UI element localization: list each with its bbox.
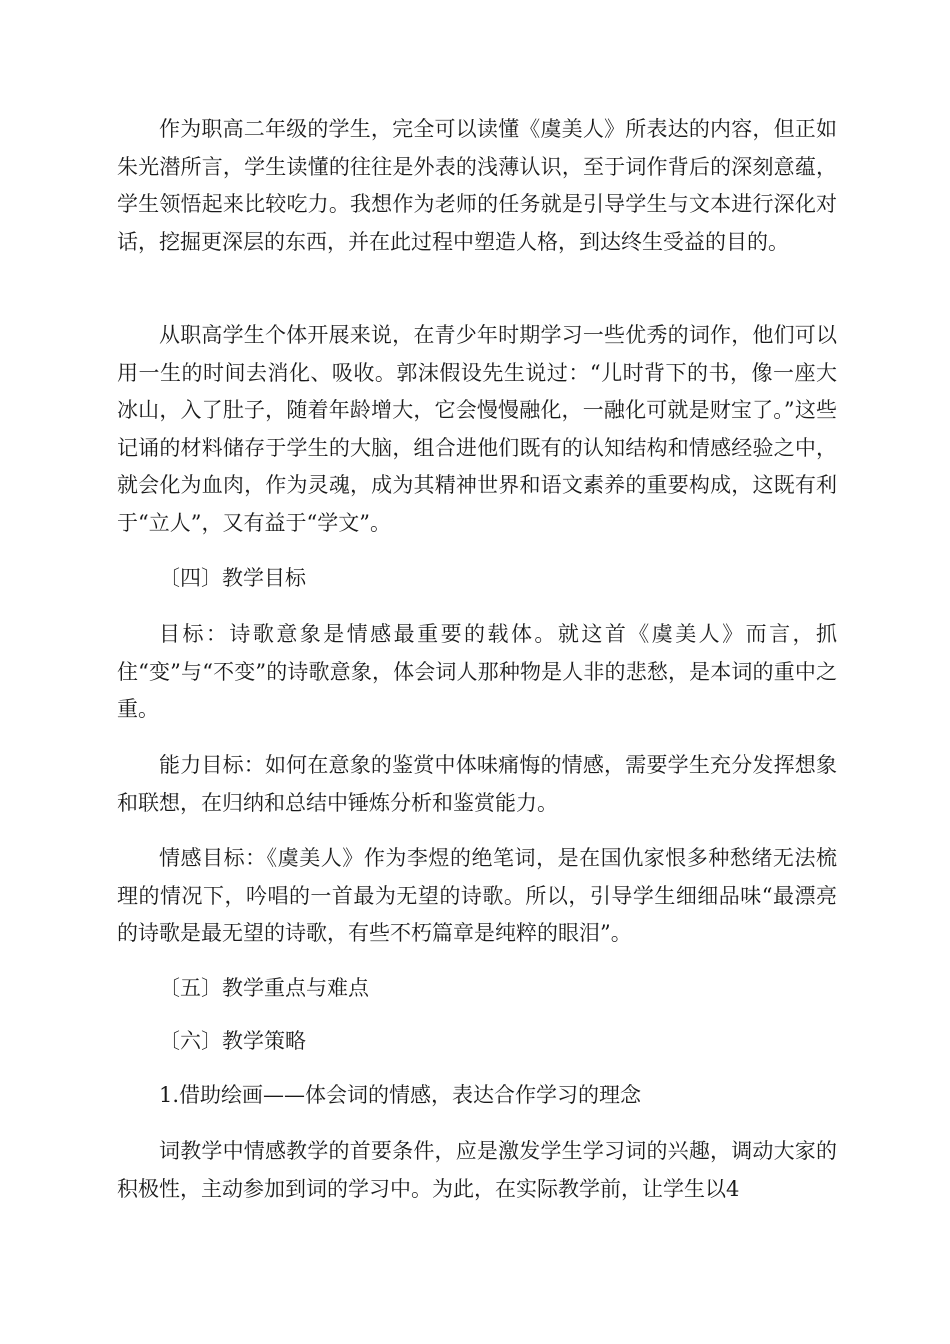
heading-strategy-drawing: 1.借助绘画——体会词的情感，表达合作学习的理念 <box>159 1083 642 1107</box>
heading-teaching-strategy: 〔六〕教学策略 <box>159 1029 306 1053</box>
paragraph-ability-goal: 能力目标：如何在意象的鉴赏中体味痛悔的情感，需要学生充分发挥想象和联想，在归纳和总结中锤炼分析和鉴赏能力。 <box>117 753 837 815</box>
paragraph-student-understanding: 作为职高二年级的学生，完全可以读懂《虞美人》所表达的内容，但正如朱光潜所言，学生读懂的往往是外表的浅薄认识，至于词作背后的深刻意蕴，学生领悟起来比较吃力。我想作为老师的任务就是引导学生与文本进行深化对话，挖掘更深层的东西，并在此过程中塑造人格，到达终生受益的目的。 <box>117 117 837 254</box>
heading-key-points: 〔五〕教学重点与难点 <box>159 976 369 1000</box>
paragraph-interest-stimulation: 词教学中情感教学的首要条件，应是激发学生学习词的兴趣，调动大家的积极性，主动参加到词的学习中。为此，在实际教学前，让学生以4 <box>117 1139 837 1201</box>
paragraph-knowledge-goal: 目标：诗歌意象是情感最重要的载体。就这首《虞美人》而言，抓住“变”与“不变”的诗歌意象，体会词人那种物是人非的悲愁，是本词的重中之重。 <box>117 622 837 721</box>
paragraph-lifelong-benefit: 从职高学生个体开展来说，在青少年时期学习一些优秀的词作，他们可以用一生的时间去消化、吸收。郭沫假设先生说过：“儿时背下的书，像一座大冰山，入了肚子，随着年龄增大，它会慢慢融化，一融化可就是财宝了。”这些记诵的材料储存于学生的大脑，组合进他们既有的认知结构和情感经验之中，就会化为血肉，作为灵魂，成为其精神世界和语文素养的重要构成，这既有利于“立人”，又有益于“学文”。 <box>117 323 837 535</box>
paragraph-emotion-goal: 情感目标：《虞美人》作为李煜的绝笔词，是在国仇家恨多种愁绪无法梳理的情况下，吟唱的一首最为无望的诗歌。所以，引导学生细细品味“最漂亮的诗歌是最无望的诗歌，有些不朽篇章是纯粹的眼泪”。 <box>117 846 837 945</box>
heading-teaching-goals: 〔四〕教学目标 <box>159 566 306 590</box>
